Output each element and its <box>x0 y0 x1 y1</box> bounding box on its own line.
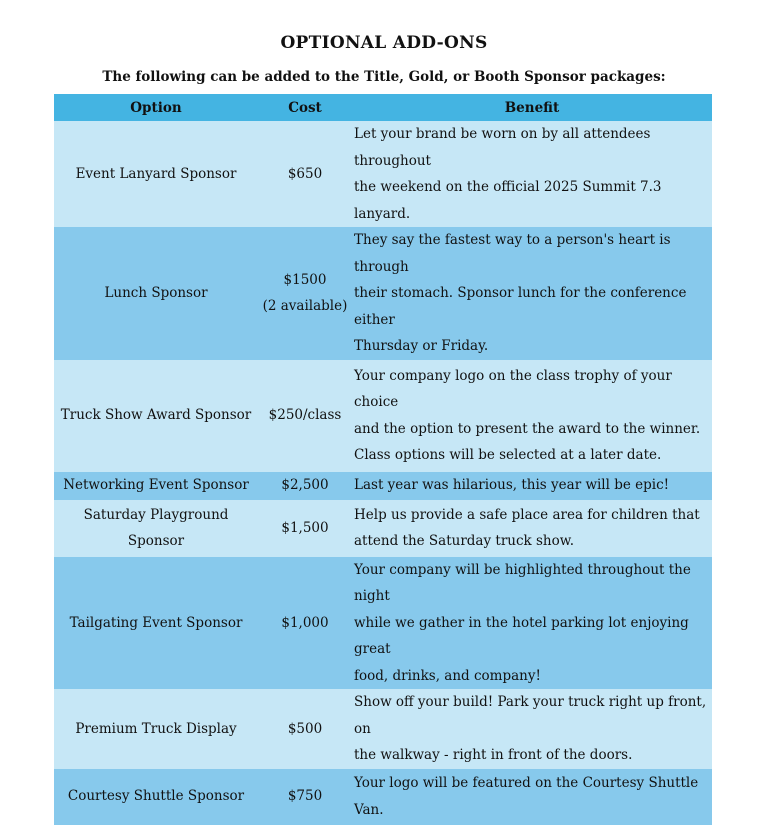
cost-line: (2 available) <box>262 298 348 315</box>
benefit-cell <box>352 557 712 690</box>
option-cell: Premium Truck Display <box>54 689 258 769</box>
header-option: Option <box>54 94 258 121</box>
table-row <box>54 557 712 690</box>
benefit-cell <box>352 121 712 227</box>
option-cell: Courtesy Shuttle Sponsor <box>54 769 258 825</box>
cost-cell: $750 <box>258 769 352 825</box>
benefit-cell <box>352 227 712 360</box>
table-row <box>54 227 712 360</box>
benefit-line: They say the fastest way to a person's heart is through <box>354 232 671 275</box>
table-row <box>54 769 712 825</box>
benefit-line: Your company logo on the class trophy of your choice <box>354 367 672 410</box>
cost-cell <box>258 227 352 360</box>
benefit-line: Last year was hilarious, this year will be epic! <box>354 477 670 494</box>
table-row <box>54 472 712 500</box>
table-row <box>54 689 712 769</box>
header-cost: Cost <box>258 94 352 121</box>
benefit-cell <box>352 689 712 769</box>
benefit-line: Class options will be selected at a later date. <box>354 447 662 463</box>
cost-cell: $650 <box>258 121 352 227</box>
benefit-line: Let your brand be worn on by all attendees throughout <box>354 126 651 169</box>
option-cell: Event Lanyard Sponsor <box>54 121 258 227</box>
cost-line: $1500 <box>283 271 327 288</box>
cost-cell: $1,000 <box>258 557 352 690</box>
benefit-cell <box>352 500 712 557</box>
cost-cell: $250/class <box>258 360 352 472</box>
benefit-cell <box>352 472 712 500</box>
cost-cell: $1,500 <box>258 500 352 557</box>
benefit-cell <box>352 769 712 825</box>
benefit-line: attend the Saturday truck show. <box>354 533 574 549</box>
benefit-cell <box>352 360 712 472</box>
cost-cell: $500 <box>258 689 352 769</box>
benefit-line: Thursday or Friday. <box>354 338 489 354</box>
option-cell: Networking Event Sponsor <box>54 472 258 500</box>
benefit-line: and the option to present the award to the winner. <box>354 420 701 437</box>
benefit-line: the walkway - right in front of the doors. <box>354 747 633 763</box>
option-cell: Tailgating Event Sponsor <box>54 557 258 690</box>
header-benefit: Benefit <box>352 94 712 121</box>
table-row <box>54 500 712 557</box>
benefit-line: the weekend on the official 2025 Summit 7.3 lanyard. <box>354 179 662 222</box>
page-subtitle: The following can be added to the Title, Gold, or Booth Sponsor packages: <box>102 69 666 85</box>
option-cell: Lunch Sponsor <box>54 227 258 360</box>
page-title: OPTIONAL ADD-ONS <box>280 33 488 53</box>
benefit-line: while we gather in the hotel parking lot enjoying great <box>354 614 689 657</box>
cost-cell: $2,500 <box>258 472 352 500</box>
table-row <box>54 121 712 227</box>
add-ons-table <box>54 94 712 825</box>
option-cell: Saturday Playground Sponsor <box>54 500 258 557</box>
benefit-line: their stomach. Sponsor lunch for the conference either <box>354 285 687 328</box>
benefit-line: Your logo will be featured on the Courtesy Shuttle Van. <box>354 775 699 818</box>
table-header-row <box>54 94 712 121</box>
option-cell: Truck Show Award Sponsor <box>54 360 258 472</box>
benefit-line: Help us provide a safe place area for children that <box>354 506 700 523</box>
table-row <box>54 360 712 472</box>
benefit-line: Your company will be highlighted throughout the night <box>354 561 691 604</box>
benefit-line: food, drinks, and company! <box>354 667 541 684</box>
benefit-line: Show off your build! Park your truck right up front, on <box>354 694 707 737</box>
